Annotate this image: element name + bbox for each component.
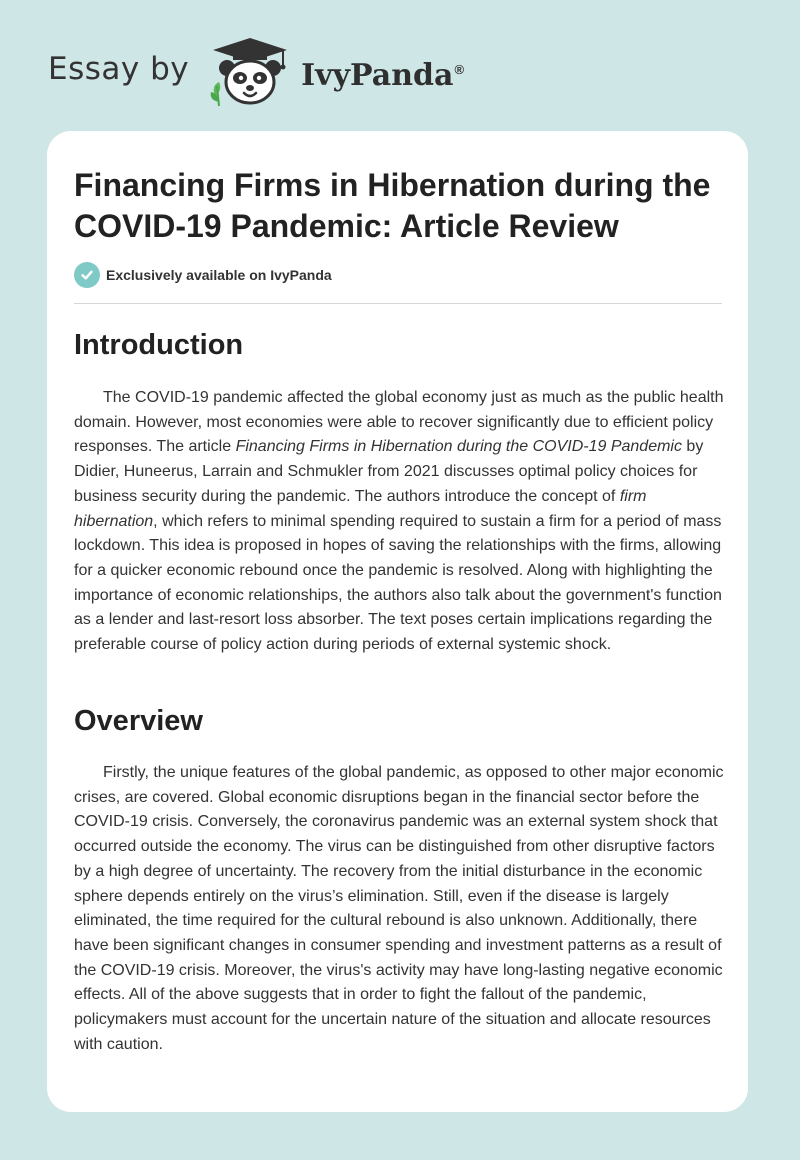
article-card bbox=[47, 131, 748, 1112]
introduction-paragraph: The COVID-19 pandemic affected the global economy just as much as the public health domain. However, most economies were able to recover significantly due to efficient policy responses. The article Financing Firms in Hibernation during the COVID-19 Pandemic by Didier, Huneerus, Larrain and Schmukler from 2021 discusses optimal policy choices for business security during the pandemic. The authors introduce the concept of firm hibernation, which refers to minimal spending required to sustain a firm for a period of mass lockdown. This idea is proposed in hopes of saving the relationships with the firms, allowing for a quicker economic rebound once the pandemic is resolved. Along with highlighting the importance of economic relationships, the authors also talk about the government's function as a lender and last-resort loss absorber. The text poses certain implications regarding the preferable course of policy action during periods of external systemic shock. bbox=[74, 389, 724, 654]
panda-graduate-icon[interactable] bbox=[207, 36, 293, 108]
exclusive-badge bbox=[74, 262, 332, 288]
brand-prefix: Essay by bbox=[48, 51, 190, 87]
brand-name[interactable]: IvyPanda® bbox=[301, 57, 465, 93]
registered-mark: ® bbox=[454, 61, 465, 77]
section-heading-overview: Overview bbox=[74, 705, 203, 737]
term-firm-hibernation: firm hibernation bbox=[74, 487, 647, 530]
overview-paragraph: Firstly, the unique features of the global pandemic, as opposed to other major economic crises, are covered. Global economic disruptions began in the financial sector before the COVID-19 crisis. Conversely, the coronavirus pandemic was an external system shock that occurred outside the economy. The virus can be distinguished from other disruptive factors by a high degree of uncertainty. The recovery from the initial disturbance in the economic sphere depends entirely on the virus’s elimination. Still, even if the disease is largely eliminated, the time required for the cultural rebound is also unknown. Additionally, there have been significant changes in consumer spending and investment patterns as a result of the COVID-19 crisis. Moreover, the virus's activity may have long-lasting negative economic effects. All of the above suggests that in order to fight the fallout of the pandemic, policymakers must account for the uncertain nature of the situation and allocate resources with caution. bbox=[74, 764, 724, 1053]
article-title-reference: Financing Firms in Hibernation during the COVID-19 Pandemic bbox=[235, 438, 682, 456]
divider bbox=[74, 303, 722, 304]
check-icon bbox=[74, 262, 100, 288]
article-title: Financing Firms in Hibernation during the COVID-19 Pandemic: Article Review bbox=[74, 167, 711, 244]
brand-header bbox=[48, 36, 464, 108]
section-heading-introduction: Introduction bbox=[74, 329, 244, 361]
exclusive-label: Exclusively available on IvyPanda bbox=[106, 267, 332, 283]
